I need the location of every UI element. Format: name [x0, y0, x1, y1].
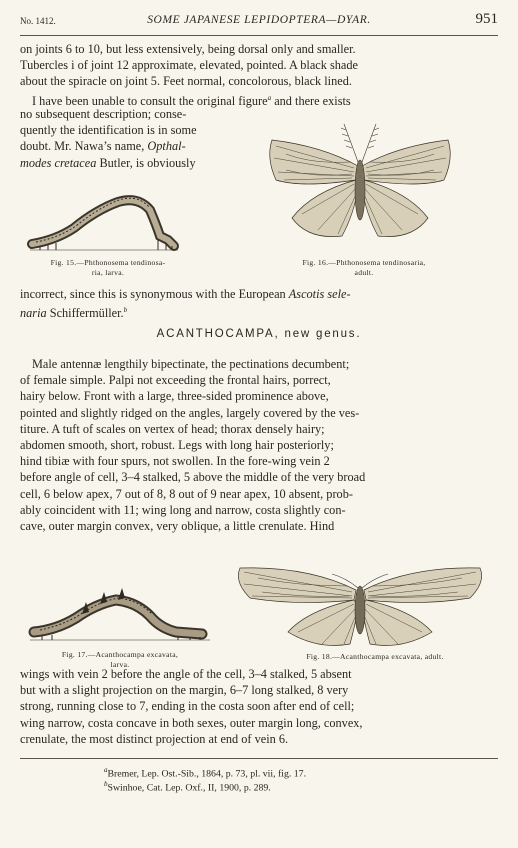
text-line: cell, 6 below apex, 7 out of 8, 8 out of 9 near apex, 10 absent, prob- [20, 486, 353, 501]
text-line: hairy below. Front with a large, three-sided prominence above, [20, 389, 329, 404]
text-line: cave, outer margin convex, very oblique, a little crenulate. Hind [20, 519, 335, 534]
footnote-b: $^b$Swinhoe, Cat. Lep. Oxf., II, 1900, p. 289. [104, 780, 271, 794]
genus-heading: ACANTHOCAMPA, new genus. [156, 328, 362, 340]
text-line: Male antennæ lengthily bipectinate, the pectinations decumbent; [32, 357, 350, 371]
text-line: crenulate, the most distinct projection at end of vein 6. [20, 731, 289, 746]
text-line: I have been unable to consult the original figure$^a$ and there exists [32, 94, 351, 109]
text-line: but with a slight projection on the margin, 6–7 long stalked, 8 very [20, 683, 349, 698]
footnote-rule [20, 758, 498, 759]
footnote-ref-a: a [267, 94, 272, 102]
wrapped-text-column [20, 106, 252, 171]
text-line: doubt. Mr. Nawa’s name, Opthal- [20, 139, 186, 154]
text-line: wings with vein 2 before the angle of the cell, 3–4 stalked, 5 absent [20, 667, 352, 681]
text-line: wing narrow, costa concave in both sexes, outer margin long, convex, [20, 715, 363, 730]
text-line: abdomen smooth, short, robust. Legs with long hair posteriorly; [20, 438, 334, 453]
text-line: ably coincident with 11; wing long and narrow, costa slightly con- [20, 502, 346, 517]
text-line: no subsequent description; conse- [20, 107, 187, 121]
figure-16-caption: Fig. 16.—Phthonosema tendinosaria, adult. [302, 258, 426, 277]
figure-18-adult-moth [228, 560, 492, 656]
figure-16-adult-moth [262, 118, 458, 258]
species-name: Ascotis sele- [288, 287, 351, 301]
figure-18-caption: Fig. 18.—Acanthocampa excavata, adult. [306, 652, 444, 661]
paragraph-larva-continued [20, 41, 498, 90]
species-name: Opthal- [147, 139, 186, 154]
header-rule [20, 35, 498, 36]
text-line: about the spiracle on joint 5. Feet normal, concolorous, black lined. [20, 74, 352, 89]
paragraph-synonym [20, 286, 498, 322]
figure-17-caption: Fig. 17.—Acanthocampa excavata, larva. [61, 650, 179, 669]
text-line: Tubercles i of joint 12 approximate, elevated, pointed. A black shade [20, 58, 358, 73]
text-line: before angle of cell, 3–4 stalked, 5 above the middle of the very broad [20, 470, 366, 485]
text-line: pointed and slightly ridged on the angles, largely covered by the ves- [20, 405, 360, 420]
text-line: quently the identification is in some [20, 123, 197, 138]
footnote-a: $^a$Bremer, Lep. Ost.-Sib., 1864, p. 73, pl. vii, fig. 17. [104, 766, 307, 780]
paragraph-hindwing [20, 666, 498, 747]
genus-description [20, 356, 498, 534]
figure-17-larva [26, 588, 216, 646]
footnote-ref-b: b [123, 306, 128, 315]
figure-15-larva [26, 188, 186, 258]
text-line: strong, running close to 7, ending in the costa soon after end of cell; [20, 699, 355, 714]
figure-15-caption: Fig. 15.—Phthonosema tendinosa- ria, larva. [50, 258, 166, 277]
text-line: hind tibiæ with four spurs, not swollen. In the fore-wing vein 2 [20, 454, 330, 469]
species-name: naria [20, 306, 47, 321]
running-header [20, 11, 498, 32]
running-title: SOME JAPANESE LEPIDOPTERA—DYAR. [147, 14, 371, 26]
issue-number: No. 1412. [20, 16, 56, 26]
page-number: 951 [475, 11, 498, 27]
text-line: incorrect, since this is synonymous with the European Ascotis sele- [20, 287, 351, 301]
text-line: on joints 6 to 10, but less extensively, being dorsal only and smaller. [20, 42, 356, 56]
text-line: modes cretacea Butler, is obviously [20, 155, 196, 170]
text-line: of female simple. Palpi not exceeding the frontal hairs, porrect, [20, 373, 331, 388]
species-name: modes cretacea [20, 155, 97, 170]
text-line: naria Schiffermüller.$^b$ [20, 306, 128, 321]
text-line: titure. A tuft of scales on vertex of head; thorax densely hairy; [20, 421, 325, 436]
